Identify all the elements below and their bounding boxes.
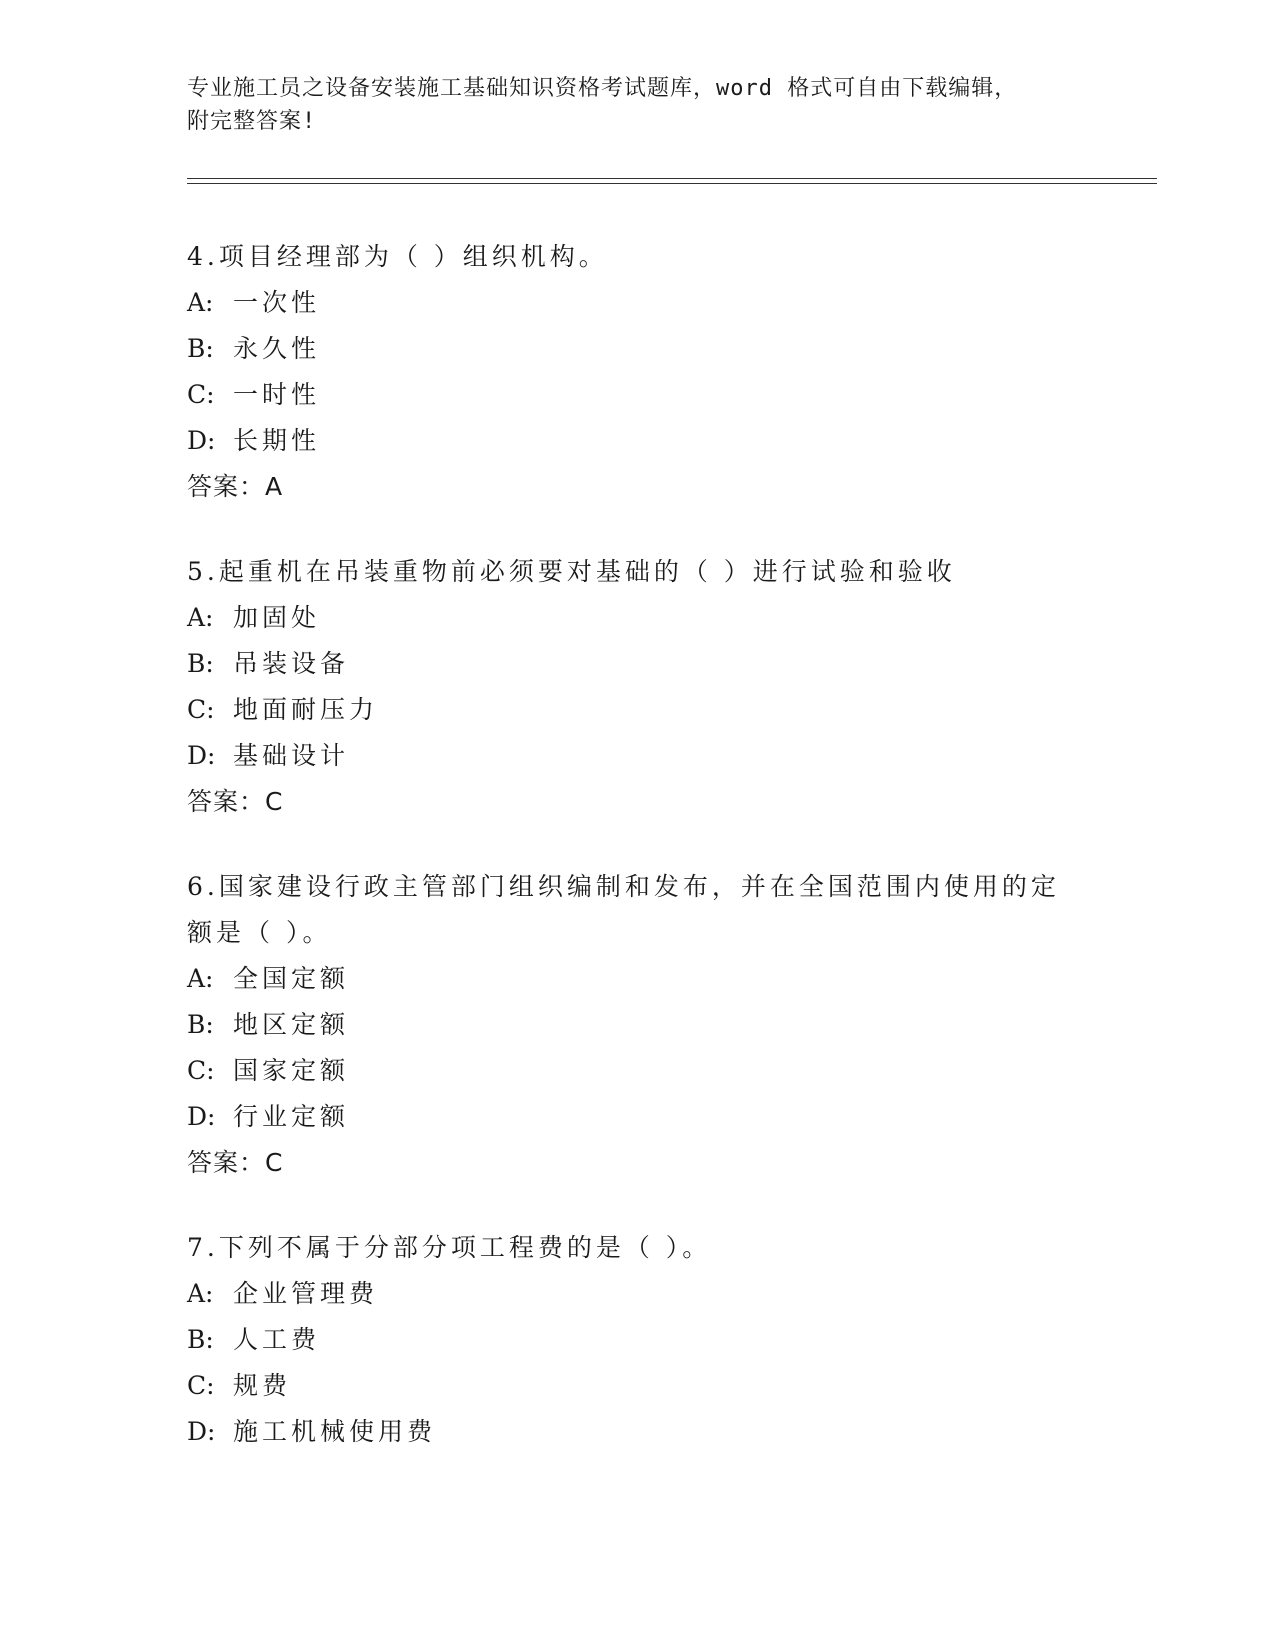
option-a xyxy=(187,280,1087,326)
option-key: D: xyxy=(187,1102,216,1131)
option-key: D: xyxy=(187,741,216,770)
answer-line: 答案：C xyxy=(187,1148,284,1177)
question-5 xyxy=(187,549,1087,825)
option-text: 人工费 xyxy=(233,1325,321,1354)
option-key: A: xyxy=(187,1279,214,1308)
option-text: 一时性 xyxy=(233,380,321,409)
answer-line: 答案：C xyxy=(187,787,284,816)
option-text: 基础设计 xyxy=(233,741,350,770)
option-text: 加固处 xyxy=(233,603,321,632)
option-text: 永久性 xyxy=(233,334,321,363)
option-a xyxy=(187,595,1087,641)
option-text: 地区定额 xyxy=(233,1010,350,1039)
option-text: 规费 xyxy=(233,1371,292,1400)
answer-line: 答案：A xyxy=(187,472,284,501)
question-stem: 6.国家建设行政主管部门组织编制和发布，并在全国范围内使用的定额是（ ）。 xyxy=(187,872,1060,947)
option-key: A: xyxy=(187,603,214,632)
option-key: C: xyxy=(187,695,215,724)
option-c xyxy=(187,372,1087,418)
option-key: C: xyxy=(187,1371,215,1400)
option-key: D: xyxy=(187,426,216,455)
question-stem: 7.下列不属于分部分项工程费的是（ ）。 xyxy=(187,1233,712,1262)
option-a xyxy=(187,1271,1087,1317)
question-stem: 4.项目经理部为（ ）组织机构。 xyxy=(187,242,608,271)
header-line-1: 专业施工员之设备安装施工基础知识资格考试题库，word 格式可自由下载编辑， xyxy=(187,76,1018,101)
option-key: A: xyxy=(187,288,214,317)
option-text: 全国定额 xyxy=(233,964,350,993)
option-d xyxy=(187,1409,1087,1455)
option-c xyxy=(187,1048,1087,1094)
option-d xyxy=(187,733,1087,779)
header-divider xyxy=(187,178,1157,184)
header-line-2: 附完整答案! xyxy=(187,109,317,134)
question-list xyxy=(187,234,1087,1494)
document-header xyxy=(187,72,1087,138)
option-key: B: xyxy=(187,1010,214,1039)
question-6 xyxy=(187,864,1087,1186)
option-b xyxy=(187,326,1087,372)
option-text: 吊装设备 xyxy=(233,649,350,678)
option-key: A: xyxy=(187,964,214,993)
option-key: D: xyxy=(187,1417,216,1446)
option-key: C: xyxy=(187,1056,215,1085)
option-text: 施工机械使用费 xyxy=(233,1417,437,1446)
option-b xyxy=(187,1002,1087,1048)
question-4 xyxy=(187,234,1087,510)
option-c xyxy=(187,687,1087,733)
option-text: 行业定额 xyxy=(233,1102,350,1131)
option-text: 一次性 xyxy=(233,288,321,317)
question-7 xyxy=(187,1225,1087,1455)
option-text: 长期性 xyxy=(233,426,321,455)
option-text: 地面耐压力 xyxy=(233,695,379,724)
option-a xyxy=(187,956,1087,1002)
option-text: 国家定额 xyxy=(233,1056,350,1085)
option-b xyxy=(187,641,1087,687)
option-d xyxy=(187,1094,1087,1140)
option-b xyxy=(187,1317,1087,1363)
option-text: 企业管理费 xyxy=(233,1279,379,1308)
option-key: B: xyxy=(187,649,214,678)
option-c xyxy=(187,1363,1087,1409)
option-key: B: xyxy=(187,1325,214,1354)
option-key: B: xyxy=(187,334,214,363)
option-key: C: xyxy=(187,380,215,409)
question-stem: 5.起重机在吊装重物前必须要对基础的（ ）进行试验和验收 xyxy=(187,557,956,586)
option-d xyxy=(187,418,1087,464)
